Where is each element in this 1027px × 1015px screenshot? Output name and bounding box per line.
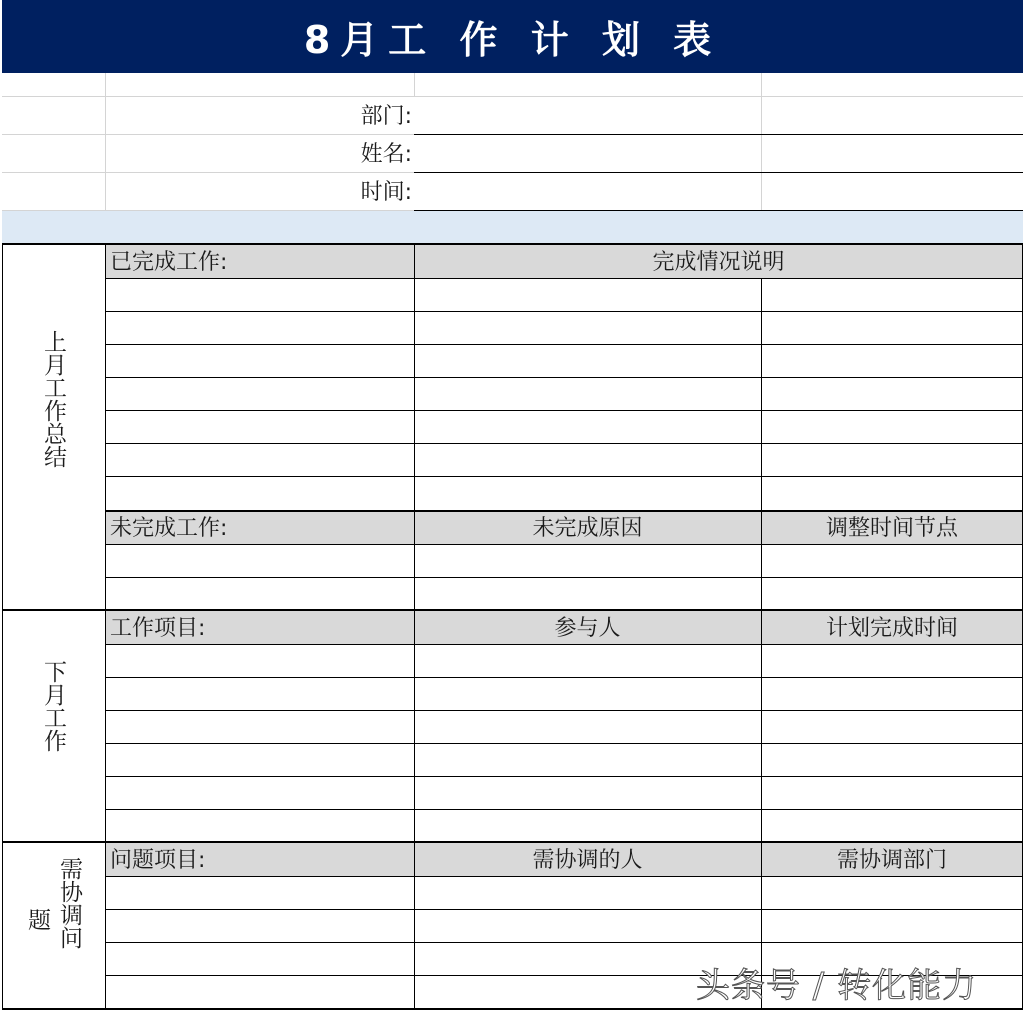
table-cell[interactable] (762, 345, 1022, 377)
table-cell[interactable] (762, 678, 1022, 710)
watermark-text: 头条号 / 转化能力 (696, 966, 978, 1006)
table-cell[interactable] (106, 411, 414, 443)
table-cell[interactable] (106, 678, 414, 710)
table-cell[interactable] (762, 411, 1022, 443)
coordinate-dept-header: 需协调部门 (836, 848, 947, 873)
table-cell[interactable] (106, 545, 414, 577)
coordinate-person-header: 需协调的人 (532, 848, 643, 873)
table-cell[interactable] (415, 578, 761, 610)
table-cell[interactable] (415, 444, 761, 476)
column-border (2, 243, 3, 1009)
table-cell[interactable] (762, 444, 1022, 476)
table-cell[interactable] (415, 411, 761, 443)
next-month-work-label: 下月工作 (40, 660, 66, 752)
department-label: 部门: (360, 104, 412, 129)
completed-work-header: 已完成工作: (110, 250, 228, 275)
table-cell[interactable] (106, 477, 414, 509)
table-cell[interactable] (762, 477, 1022, 509)
table-cell[interactable] (762, 744, 1022, 776)
table-cell[interactable] (762, 312, 1022, 344)
name-label: 姓名: (360, 142, 412, 167)
name-field[interactable] (415, 135, 1022, 172)
table-cell[interactable] (762, 378, 1022, 410)
table-cell[interactable] (106, 744, 414, 776)
coordination-label-a: 题 (24, 908, 50, 931)
table-cell[interactable] (106, 711, 414, 743)
table-cell[interactable] (106, 578, 414, 610)
table-cell[interactable] (762, 645, 1022, 677)
table-cell[interactable] (762, 545, 1022, 577)
time-label: 时间: (360, 180, 412, 205)
table-cell[interactable] (106, 345, 414, 377)
table-cell[interactable] (415, 645, 761, 677)
table-cell[interactable] (762, 910, 1022, 942)
table-cell[interactable] (762, 578, 1022, 610)
table-cell[interactable] (106, 943, 414, 975)
issue-item-header: 问题项目: (110, 848, 206, 873)
table-cell[interactable] (762, 711, 1022, 743)
time-field[interactable] (415, 173, 1022, 210)
table-cell[interactable] (106, 645, 414, 677)
planned-completion-header: 计划完成时间 (825, 616, 958, 641)
table-cell[interactable] (106, 777, 414, 809)
table-cell[interactable] (415, 279, 761, 311)
coordination-label-b: 需协调问 (56, 857, 82, 949)
title-banner[interactable] (2, 0, 1023, 73)
table-cell[interactable] (415, 910, 761, 942)
last-month-summary-label: 上月工作总结 (40, 330, 66, 468)
page-title: 8月工 作 计 划 表 (303, 18, 722, 62)
department-field[interactable] (415, 97, 1022, 134)
table-cell[interactable] (415, 678, 761, 710)
table-cell[interactable] (106, 877, 414, 909)
table-cell[interactable] (415, 545, 761, 577)
table-cell[interactable] (415, 477, 761, 509)
separator-band (2, 211, 1023, 243)
table-cell[interactable] (106, 312, 414, 344)
incomplete-reason-header: 未完成原因 (532, 516, 643, 541)
table-cell[interactable] (415, 777, 761, 809)
table-cell[interactable] (762, 810, 1022, 842)
incomplete-work-header: 未完成工作: (110, 516, 228, 541)
table-cell[interactable] (415, 877, 761, 909)
participants-header: 参与人 (554, 616, 621, 641)
table-cell[interactable] (415, 711, 761, 743)
table-cell[interactable] (415, 312, 761, 344)
table-cell[interactable] (762, 279, 1022, 311)
table-cell[interactable] (106, 279, 414, 311)
column-border (1022, 243, 1023, 1009)
table-cell[interactable] (106, 810, 414, 842)
table-cell[interactable] (415, 744, 761, 776)
table-cell[interactable] (106, 444, 414, 476)
row-border (2, 1008, 1023, 1010)
row-border (2, 243, 1023, 245)
row-border (106, 510, 1023, 512)
work-item-header: 工作项目: (110, 616, 206, 641)
table-cell[interactable] (762, 777, 1022, 809)
table-cell[interactable] (106, 378, 414, 410)
adjust-time-header: 调整时间节点 (825, 516, 958, 541)
table-cell[interactable] (106, 910, 414, 942)
table-cell[interactable] (415, 810, 761, 842)
table-cell[interactable] (762, 877, 1022, 909)
table-cell[interactable] (415, 378, 761, 410)
table-cell[interactable] (415, 345, 761, 377)
table-cell[interactable] (106, 976, 414, 1008)
completion-description-header: 完成情况说明 (652, 250, 785, 275)
